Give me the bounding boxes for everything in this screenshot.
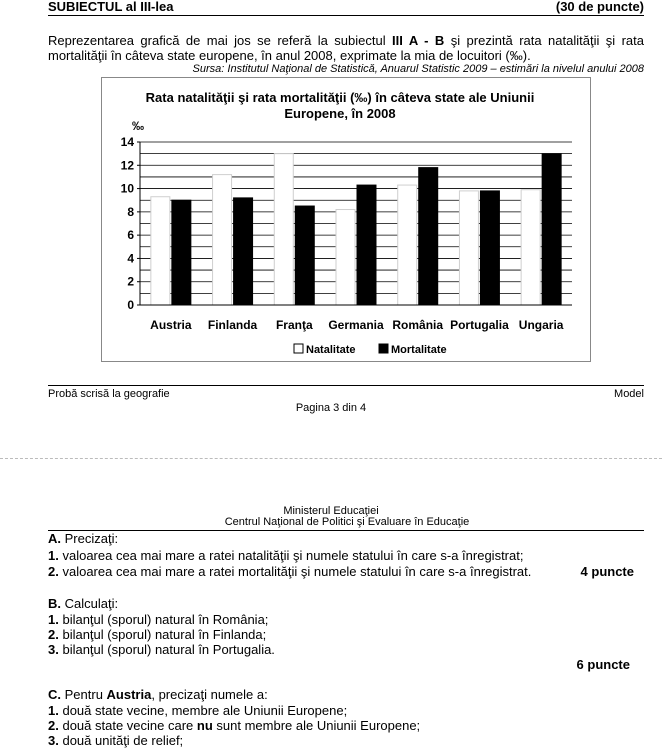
section-b-letter: B. (48, 596, 61, 611)
y-axis-ticks (121, 135, 140, 312)
chart-frame (101, 77, 591, 362)
bar-chart (102, 78, 590, 361)
legend (294, 344, 447, 356)
source-line: Sursa: Institutul Naţional de Statistică, Anuarul Statistic 2009 – estimări la nivelul anului 2008 (192, 63, 644, 75)
item-number: 2. (48, 564, 59, 579)
section-c-label-pre: Pentru (64, 687, 107, 702)
x-tick-label: Finlanda (207, 318, 258, 332)
item-number: 1. (48, 612, 59, 627)
section-c-label-post: , precizaţi numele a: (151, 687, 268, 702)
subject-title: SUBIECTUL al III-lea (48, 0, 174, 14)
legend-swatch-natalitate (294, 344, 303, 353)
section-b-item-3 (48, 642, 275, 658)
subject-points: (30 de puncte) (555, 0, 644, 14)
bar-mortalitate-6 (542, 154, 561, 305)
section-c-item-1 (48, 703, 347, 719)
footer-left: Probă scrisă la geografie (48, 388, 170, 400)
section-b-title (48, 596, 118, 612)
item-text: valoarea cea mai mare a ratei mortalităţii şi numele statului în care s-a înregistrat. (62, 564, 532, 579)
item-text-post: sunt membre ale Uniunii Europene; (212, 718, 421, 733)
intro-bold: III A - B (392, 33, 445, 48)
section-b-label: Calculaţi: (64, 596, 119, 611)
y-tick-label: 6 (127, 228, 134, 243)
item-text-bold: nu (196, 718, 213, 733)
chart-title-line1: Rata natalităţii şi rata mortalităţii (‰) în câteva state ale Uniunii (145, 90, 535, 105)
item-text: bilanţul (sporul) natural în Finlanda; (62, 627, 267, 642)
x-tick-label: Germania (328, 318, 384, 332)
intro-text-1: Reprezentarea grafică de mai jos se referă la subiectul (48, 33, 393, 48)
item-number: 3. (48, 733, 59, 748)
bar-mortalitate-0 (172, 200, 191, 305)
item-number: 2. (48, 627, 59, 642)
page-separator (0, 458, 662, 459)
chart-title-line2: Europene, în 2008 (284, 106, 396, 121)
y-tick-label: 10 (120, 181, 134, 196)
y-tick-label: 12 (120, 158, 134, 173)
item-text: bilanţul (sporul) natural în Portugalia. (62, 642, 275, 657)
y-tick-label: 8 (127, 204, 134, 219)
item-number: 3. (48, 642, 59, 657)
y-tick-label: 0 (127, 298, 134, 312)
bar-mortalitate-1 (234, 198, 253, 305)
bar-natalitate-5 (459, 191, 478, 305)
section-a-label: Precizaţi: (64, 531, 119, 546)
y-tick-label: 4 (127, 251, 134, 266)
bar-mortalitate-2 (295, 206, 314, 305)
legend-label-mortalitate: Mortalitate (391, 344, 447, 356)
section-c-title (48, 687, 268, 703)
intro-paragraph (48, 33, 644, 63)
footer-rule (48, 385, 644, 386)
bar-natalitate-6 (521, 190, 540, 305)
bar-mortalitate-5 (480, 191, 499, 305)
x-tick-label: Austria (150, 318, 192, 332)
item-text: valoarea cea mai mare a ratei natalităţii şi numele statului în care s-a înregistrat; (62, 548, 524, 563)
bar-mortalitate-3 (357, 185, 376, 305)
section-a-item-2 (48, 564, 531, 580)
bars (151, 154, 561, 305)
ministry: Ministerul Educaţiei (283, 505, 379, 517)
header-rule (48, 15, 644, 16)
bar-natalitate-0 (151, 197, 170, 305)
section-a-letter: A. (48, 531, 61, 546)
intro-text-2: şi prezintă rata natalităţii şi rata mortalităţii în câteva state europene, în anul 2008, exprimate la mia de locuitori (‰). (48, 33, 645, 63)
x-tick-label: România (392, 318, 444, 332)
section-b-item-2 (48, 627, 266, 643)
item-number: 2. (48, 718, 59, 733)
item-text: două state vecine, membre ale Uniunii Europene; (62, 703, 348, 718)
legend-swatch-mortalitate (379, 344, 388, 353)
item-text-pre: două state vecine care (62, 718, 197, 733)
item-text: bilanţul (sporul) natural în România; (62, 612, 269, 627)
section-b-item-1 (48, 612, 268, 628)
page4-header-rule (48, 530, 644, 531)
center-name: Centrul Naţional de Politici şi Evaluare în Educaţie (224, 516, 470, 528)
bar-natalitate-1 (213, 175, 232, 305)
x-tick-label: Portugalia (450, 318, 509, 332)
section-c-item-2 (48, 718, 420, 734)
section-c-country: Austria (106, 687, 152, 702)
section-a-points: 4 puncte (580, 564, 634, 579)
item-number: 1. (48, 548, 59, 563)
section-c-letter: C. (48, 687, 61, 702)
item-number: 1. (48, 703, 59, 718)
y-tick-label: 14 (120, 135, 134, 149)
x-tick-label: Franţa (275, 318, 313, 332)
section-c-item-3 (48, 733, 183, 749)
x-tick-label: Ungaria (518, 318, 564, 332)
section-a-item-1 (48, 548, 523, 564)
bar-natalitate-2 (274, 154, 293, 305)
y-axis-label: ‰ (132, 119, 144, 133)
gridlines (140, 142, 572, 305)
y-tick-label: 2 (127, 274, 134, 289)
x-axis-labels (150, 318, 564, 332)
footer-right: Model (614, 388, 644, 400)
legend-label-natalitate: Natalitate (306, 344, 356, 356)
item-text: două unităţi de relief; (62, 733, 184, 748)
page-number: Pagina 3 din 4 (295, 402, 367, 414)
bar-mortalitate-4 (419, 168, 438, 305)
section-a-title (48, 531, 118, 547)
bar-natalitate-4 (398, 185, 417, 305)
subject-header (48, 0, 644, 14)
bar-natalitate-3 (336, 210, 355, 305)
section-b-points: 6 puncte (576, 657, 630, 672)
